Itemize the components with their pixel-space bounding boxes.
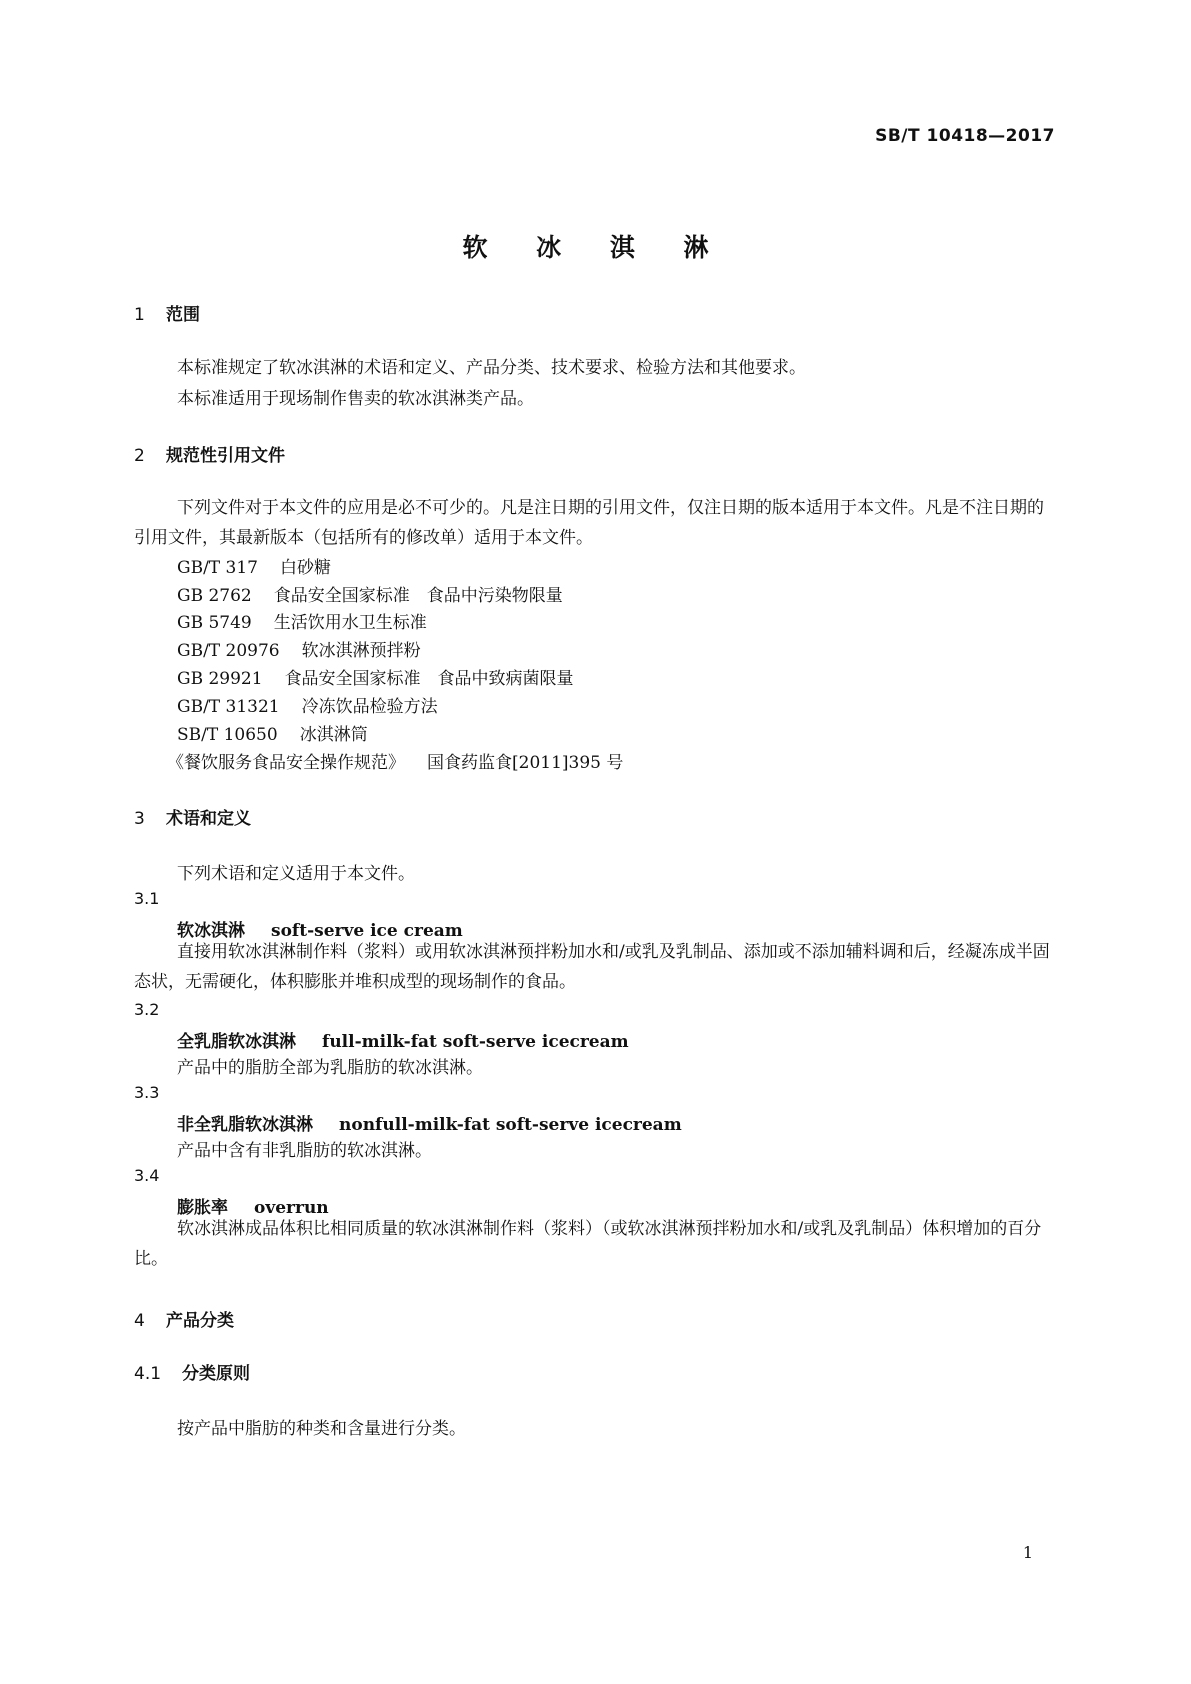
reference-code: GB 5749 (177, 613, 252, 633)
reference-code: GB/T 20976 (177, 641, 280, 661)
reference-item (177, 608, 427, 633)
term-en: nonfull-milk-fat soft-serve icecream (339, 1115, 682, 1135)
subsection-number: 4.1 (134, 1364, 162, 1384)
reference-item (177, 692, 438, 717)
reference-name: 白砂糖 (280, 558, 331, 578)
section-number: 2 (134, 446, 145, 466)
term-number: 3.4 (134, 1166, 160, 1185)
section-title: 范围 (166, 305, 200, 325)
term-zh: 膨胀率 (177, 1198, 228, 1218)
intro-paragraph: 下列文件对于本文件的应用是必不可少的。凡是注日期的引用文件，仅注日期的版本适用于本文件。凡是不注日期的引用文件，其最新版本（包括所有的修改单）适用于本文件。 (134, 498, 1044, 548)
term-en: soft-serve ice cream (271, 921, 463, 941)
reference-item (177, 664, 574, 689)
subsection-title: 分类原则 (182, 1364, 250, 1384)
term-zh: 软冰淇淋 (177, 921, 245, 941)
reference-code: GB/T 31321 (177, 697, 280, 717)
section-2-heading (134, 441, 285, 466)
term-zh: 非全乳脂软冰淇淋 (177, 1115, 313, 1135)
section-number: 1 (134, 305, 145, 325)
reference-code: SB/T 10650 (177, 725, 278, 745)
term-title (177, 1110, 682, 1135)
reference-name: 软冰淇淋预拌粉 (301, 641, 421, 661)
reference-name: 生活饮用水卫生标准 (273, 613, 427, 633)
reference-code: GB 29921 (177, 669, 263, 689)
section-number: 3 (134, 809, 145, 829)
reference-code: GB/T 317 (177, 558, 258, 578)
standard-number: SB/T 10418—2017 (875, 126, 1055, 146)
term-title (177, 1027, 629, 1052)
section-4-heading (134, 1306, 234, 1331)
section-title: 术语和定义 (166, 809, 251, 829)
term-en: full-milk-fat soft-serve icecream (322, 1032, 629, 1052)
reference-item (177, 553, 331, 578)
reference-item (177, 581, 563, 606)
term-definition: 产品中含有非乳脂肪的软冰淇淋。 (177, 1141, 432, 1161)
paragraph: 本标准适用于现场制作售卖的软冰淇淋类产品。 (177, 389, 534, 409)
section-1-heading (134, 300, 200, 325)
reference-name: 国食药监食[2011]395 号 (427, 753, 624, 773)
reference-name: 冷冻饮品检验方法 (301, 697, 438, 717)
paragraph: 按产品中脂肪的种类和含量进行分类。 (177, 1419, 466, 1439)
page-number: 1 (1022, 1543, 1033, 1562)
term-number: 3.3 (134, 1083, 160, 1102)
term-definition: 产品中的脂肪全部为乳脂肪的软冰淇淋。 (177, 1058, 483, 1078)
paragraph: 下列术语和定义适用于本文件。 (177, 864, 415, 884)
term-en: overrun (254, 1198, 329, 1218)
term-zh: 全乳脂软冰淇淋 (177, 1032, 296, 1052)
section-title: 产品分类 (166, 1311, 234, 1331)
reference-code: GB 2762 (177, 586, 252, 606)
term-definition: 软冰淇淋成品体积比相同质量的软冰淇淋制作料（浆料）（或软冰淇淋预拌粉加水和/或乳及乳制品）体积增加的百分比。 (134, 1219, 1042, 1269)
paragraph: 本标准规定了软冰淇淋的术语和定义、产品分类、技术要求、检验方法和其他要求。 (177, 358, 806, 378)
section-title: 规范性引用文件 (166, 446, 285, 466)
term-number: 3.1 (134, 889, 160, 908)
reference-code: 《餐饮服务食品安全操作规范》 (167, 753, 405, 773)
reference-name: 冰淇淋筒 (299, 725, 368, 745)
reference-name: 食品安全国家标准 食品中污染物限量 (273, 586, 563, 606)
reference-item (167, 748, 623, 773)
subsection-4-1-heading (134, 1359, 250, 1384)
reference-item (177, 636, 421, 661)
reference-item (177, 720, 368, 745)
reference-name: 食品安全国家标准 食品中致病菌限量 (284, 669, 574, 689)
term-definition: 直接用软冰淇淋制作料（浆料）或用软冰淇淋预拌粉加水和/或乳及乳制品、添加或不添加辅料调和后，经凝冻成半固态状，无需硬化，体积膨胀并堆积成型的现场制作的食品。 (134, 942, 1050, 992)
section-3-heading (134, 804, 251, 829)
section-number: 4 (134, 1311, 145, 1331)
page-title: 软 冰 淇 淋 (462, 233, 729, 262)
term-number: 3.2 (134, 1000, 160, 1019)
